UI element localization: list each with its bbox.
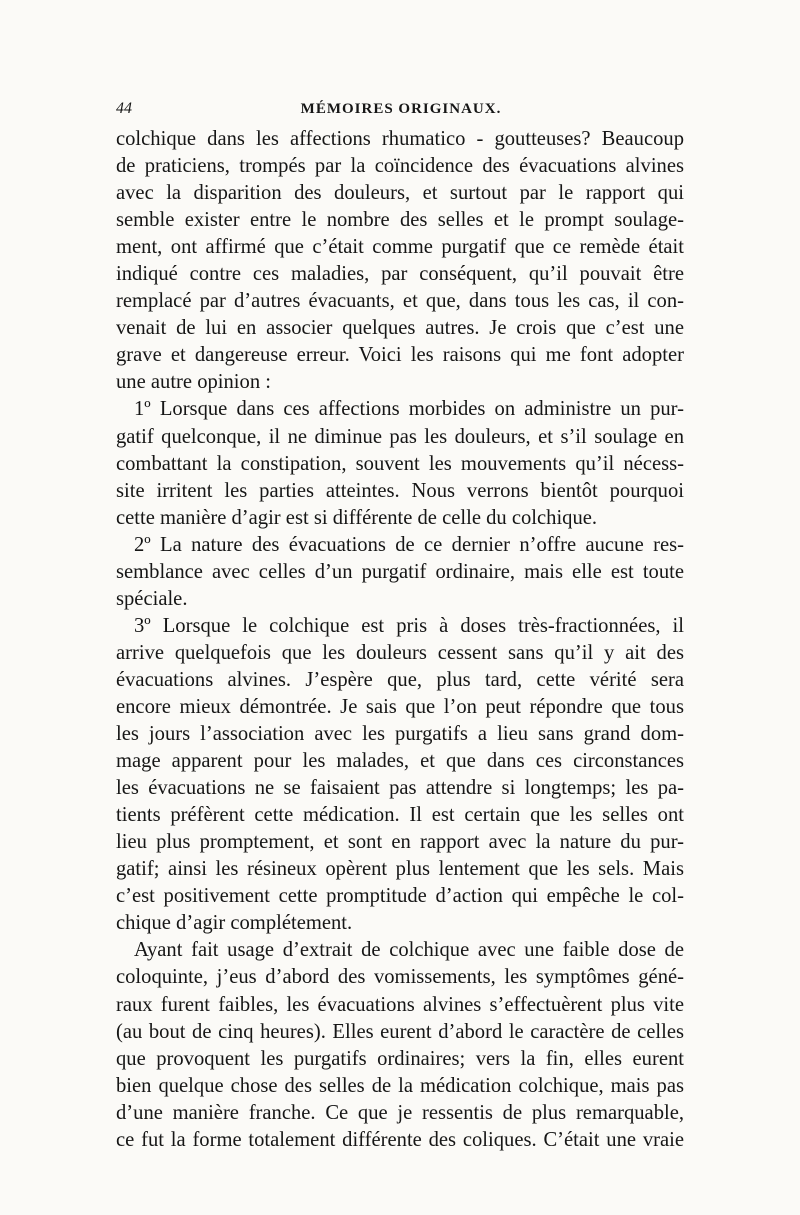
text-line: 3º Lorsque le colchique est pris à doses très-fractionnées, il: [134, 614, 684, 637]
text-line: gatif quelconque, il ne diminue pas les douleurs, et s’il soulage en: [116, 425, 684, 448]
text-line: colchique dans les affections rhumatico - goutteuses? Beaucoup: [116, 128, 684, 150]
body-text: [116, 126, 684, 1154]
text-line: site irritent les parties atteintes. Nous verrons bientôt pourquoi: [116, 479, 684, 502]
page-header: [116, 96, 686, 122]
text-line: venait de lui en associer quelques autres. Je crois que c’est une: [116, 317, 684, 340]
text-line: 2º La nature des évacuations de ce dernier n’offre aucune res-: [134, 533, 684, 556]
text-line: une autre opinion :: [116, 371, 271, 394]
text-line: indiqué contre ces maladies, par conséquent, qu’il pouvait être: [116, 263, 684, 286]
text-line: ment, ont affirmé que c’était comme purgatif que ce remède était: [116, 236, 684, 259]
text-line: les jours l’association avec les purgatifs a lieu sans grand dom-: [116, 723, 684, 746]
text-line: lieu plus promptement, et sont en rapport avec la nature du pur-: [116, 831, 684, 854]
running-title: MÉMOIRES ORIGINAUX.: [300, 101, 502, 117]
text-line: les évacuations ne se faisaient pas attendre si longtemps; les pa-: [116, 777, 684, 800]
text-line: (au bout de cinq heures). Elles eurent d’abord le caractère de celles: [116, 1020, 684, 1043]
text-line: ce fut la forme totalement différente des coliques. C’était une vraie: [116, 1128, 684, 1151]
text-line: semble exister entre le nombre des selles et le prompt soulage-: [116, 209, 684, 232]
text-line: Ayant fait usage d’extrait de colchique avec une faible dose de: [134, 939, 684, 962]
text-line: que provoquent les purgatifs ordinaires; vers la fin, elles eurent: [116, 1047, 684, 1070]
text-line: évacuations alvines. J’espère que, plus tard, cette vérité sera: [116, 668, 684, 691]
text-line: spéciale.: [116, 587, 188, 610]
page-number: 44: [116, 100, 132, 117]
text-line: mage apparent pour les malades, et que dans ces circonstances: [116, 750, 684, 773]
text-line: encore mieux démontrée. Je sais que l’on peut répondre que tous: [116, 695, 684, 718]
text-line: de praticiens, trompés par la coïncidence des évacuations alvines: [116, 155, 684, 178]
text-line: coloquinte, j’eus d’abord des vomissements, les symptômes géné-: [116, 966, 684, 989]
text-line: tients préfèrent cette médication. Il est certain que les selles ont: [116, 804, 684, 827]
text-line: grave et dangereuse erreur. Voici les raisons qui me font adopter: [116, 344, 684, 367]
text-line: gatif; ainsi les résineux opèrent plus lentement que les sels. Mais: [116, 858, 684, 881]
text-line: c’est positivement cette promptitude d’action qui empêche le col-: [116, 885, 684, 908]
text-line: combattant la constipation, souvent les mouvements qu’il nécess-: [116, 452, 684, 475]
text-line: arrive quelquefois que les douleurs cessent sans qu’il y ait des: [116, 641, 684, 664]
text-line: 1º Lorsque dans ces affections morbides on administre un pur-: [134, 398, 684, 421]
text-line: d’une manière franche. Ce que je ressentis de plus remarquable,: [116, 1101, 684, 1124]
text-line: semblance avec celles d’un purgatif ordinaire, mais elle est toute: [116, 560, 684, 583]
text-line: bien quelque chose des selles de la médication colchique, mais pas: [116, 1074, 684, 1097]
text-line: cette manière d’agir est si différente de celle du colchique.: [116, 506, 598, 529]
text-line: avec la disparition des douleurs, et surtout par le rapport qui: [116, 182, 684, 205]
text-line: remplacé par d’autres évacuants, et que, dans tous les cas, il con-: [116, 290, 684, 313]
text-line: raux furent faibles, les évacuations alvines s’effectuèrent plus vite: [116, 993, 684, 1016]
text-line: chique d’agir complétement.: [116, 912, 353, 935]
